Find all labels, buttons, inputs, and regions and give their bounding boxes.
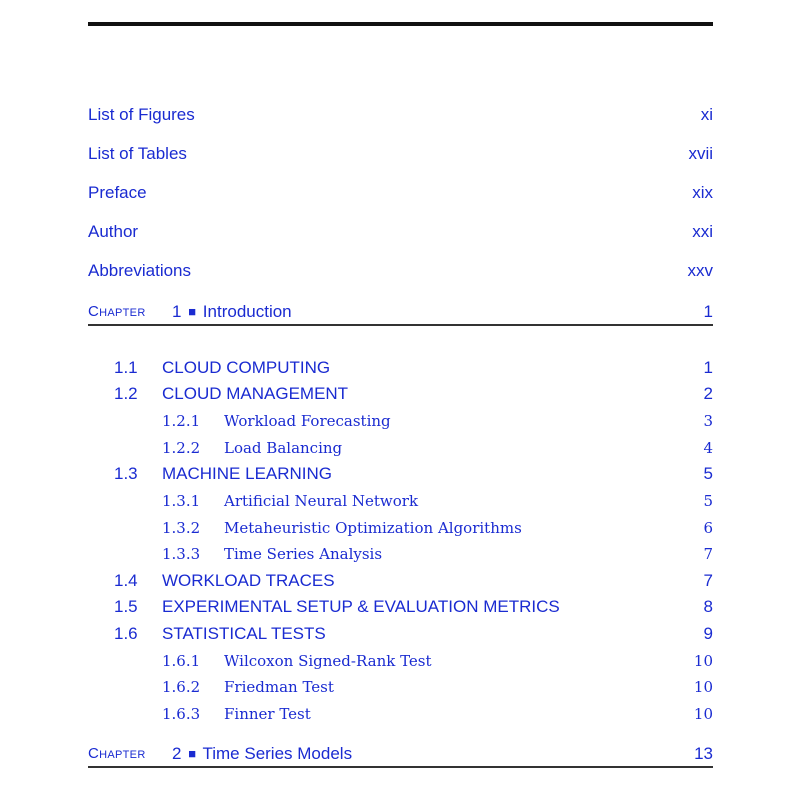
toc-entry-page: xxi [692,222,713,241]
section-number: 1.4 [114,571,138,590]
toc-entry-page: 8 [703,597,713,616]
toc-section-1-2[interactable] [88,382,713,406]
toc-section-1-5[interactable] [88,595,713,619]
toc-entry-page: 10 [693,678,713,696]
toc-entry-page: xxv [687,261,713,280]
chapter-number: 2 [172,744,182,763]
chapter-word: CHAPTER [88,745,146,762]
toc-section-1-1[interactable] [88,356,713,380]
toc-entry-label: List of Tables [88,144,187,163]
section-title: STATISTICAL TESTS [162,624,326,643]
toc-chapter-2[interactable] [88,742,713,766]
toc-subsection-1-6-3[interactable] [88,702,713,726]
subsection-number: 1.3.3 [162,545,201,563]
toc-entry-page: xvii [688,144,713,163]
toc-entry-preface[interactable] [88,181,713,205]
subsection-title: Load Balancing [224,439,343,457]
subsection-number: 1.6.3 [162,705,201,723]
subsection-title: Metaheuristic Optimization Algorithms [224,519,522,537]
subsection-title: Wilcoxon Signed-Rank Test [224,652,432,670]
toc-entry-page: xix [692,183,713,202]
chapter-rule [88,766,713,768]
chapter-heading [172,300,292,324]
toc-subsection-1-3-3[interactable] [88,542,713,566]
chapter-heading [172,742,352,766]
toc-entry-list-of-tables[interactable] [88,142,713,166]
toc-entry-page: 1 [703,302,713,321]
subsection-title: Friedman Test [224,678,334,696]
section-title: MACHINE LEARNING [162,464,333,483]
toc-entry-page: 10 [693,705,713,723]
toc-section-1-3[interactable] [88,462,713,486]
toc-entry-list-of-figures[interactable] [88,103,713,127]
subsection-title: Workload Forecasting [224,412,391,430]
toc-subsection-1-2-2[interactable] [88,436,713,460]
top-rule [88,22,713,26]
subsection-number: 1.2.2 [162,439,201,457]
toc-entry-label: List of Figures [88,105,195,124]
section-title: CLOUD MANAGEMENT [162,384,349,403]
subsection-number: 1.6.2 [162,678,201,696]
toc-entry-abbreviations[interactable] [88,259,713,283]
chapter-bullet: ■ [188,746,197,761]
section-number: 1.3 [114,464,138,483]
subsection-title: Time Series Analysis [224,545,383,563]
subsection-number: 1.3.1 [162,492,201,510]
toc-entry-page: 7 [703,545,713,563]
section-number: 1.6 [114,624,138,643]
toc-entry-page: 5 [703,464,713,483]
section-title: CLOUD COMPUTING [162,358,331,377]
section-number: 1.5 [114,597,138,616]
subsection-title: Finner Test [224,705,311,723]
section-number: 1.1 [114,358,138,377]
toc-entry-label: Preface [88,183,147,202]
section-title: EXPERIMENTAL SETUP & EVALUATION METRICS [162,597,560,616]
toc-subsection-1-3-2[interactable] [88,516,713,540]
toc-entry-author[interactable] [88,220,713,244]
toc-chapter-1[interactable] [88,300,713,324]
toc-subsection-1-2-1[interactable] [88,409,713,433]
toc-section-1-6[interactable] [88,622,713,646]
toc-entry-label: Author [88,222,139,241]
toc-subsection-1-6-2[interactable] [88,675,713,699]
toc-entry-page: 4 [703,439,713,457]
toc-entry-page: xi [700,105,713,124]
chapter-bullet: ■ [188,304,197,319]
toc-entry-page: 3 [703,412,713,430]
toc-entry-page: 9 [703,624,713,643]
toc-entry-page: 2 [703,384,713,403]
toc-entry-page: 6 [703,519,713,537]
chapter-title: Time Series Models [202,744,353,763]
subsection-number: 1.3.2 [162,519,201,537]
section-number: 1.2 [114,384,138,403]
toc-section-1-4[interactable] [88,569,713,593]
toc-subsection-1-6-1[interactable] [88,649,713,673]
toc-subsection-1-3-1[interactable] [88,489,713,513]
toc-entry-page: 1 [703,358,713,377]
subsection-number: 1.6.1 [162,652,201,670]
chapter-word: CHAPTER [88,303,146,320]
toc-entry-page: 5 [703,492,713,510]
toc-entry-page: 13 [694,744,713,763]
toc-entry-page: 7 [703,571,713,590]
chapter-title: Introduction [202,302,292,321]
toc-entry-page: 10 [693,652,713,670]
subsection-number: 1.2.1 [162,412,201,430]
chapter-rule [88,324,713,326]
section-title: WORKLOAD TRACES [162,571,335,590]
toc-entry-label: Abbreviations [88,261,192,280]
subsection-title: Artificial Neural Network [224,492,419,510]
chapter-number: 1 [172,302,182,321]
